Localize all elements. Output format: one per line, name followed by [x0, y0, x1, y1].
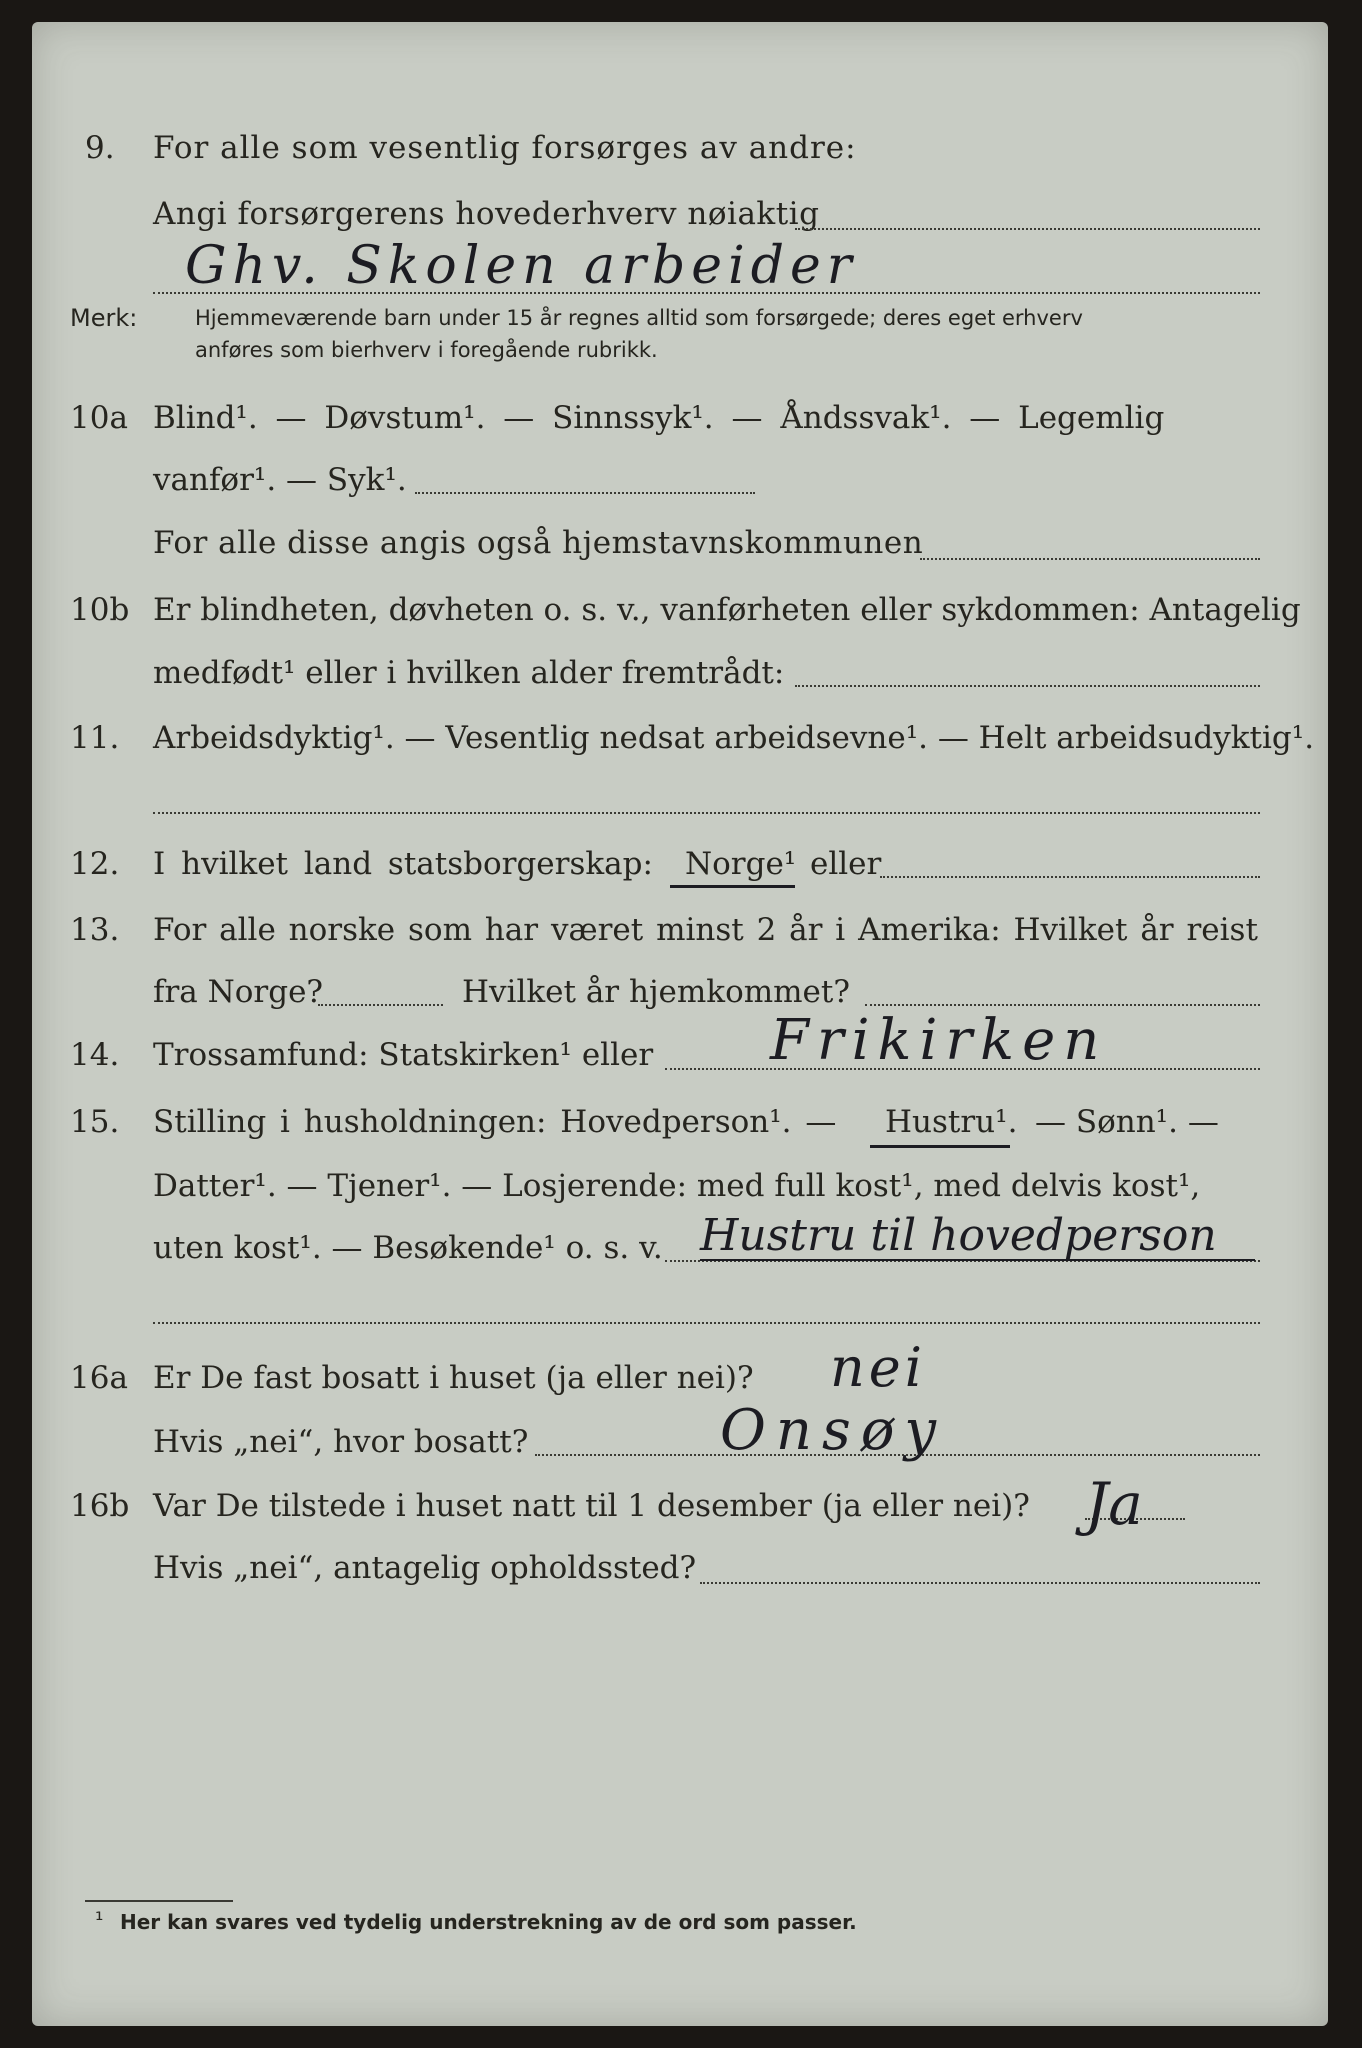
q12-underline-norge	[670, 885, 795, 888]
q9-line2: Angi forsørgerens hovederhverv nøiaktig	[153, 196, 820, 232]
q10a-line2: vanfør¹. — Syk¹.	[153, 462, 407, 498]
q10a-number: 10a	[70, 400, 128, 436]
q16b-number: 16b	[70, 1488, 130, 1524]
q9-fill-line	[795, 228, 1260, 230]
footnote-rule	[85, 1900, 233, 1902]
q12-number: 12.	[70, 846, 120, 882]
merk-line2: anføres som bierhverv i foregående rubrikk.	[195, 338, 658, 362]
q16a-handwritten-answer1: nei	[830, 1336, 927, 1399]
q15-underline-hustru	[870, 1145, 1010, 1148]
footnote-text: Her kan svares ved tydelig understrekning av de ord som passer.	[120, 1910, 857, 1934]
q11-line1: Arbeidsdyktig¹. — Vesentlig nedsat arbeidsevne¹. — Helt arbeidsudyktig¹.	[153, 720, 1315, 756]
q14-number: 14.	[70, 1037, 120, 1073]
q12-option-norge: Norge¹	[685, 846, 797, 882]
q13-line1: For alle norske som har været minst 2 år i Amerika: Hvilket år reist	[153, 912, 1258, 948]
q9-answer-line	[153, 292, 1260, 294]
q13-number: 13.	[70, 912, 120, 948]
q12-text: I hvilket land statsborgerskap:	[153, 846, 653, 882]
q13-line2b: Hvilket år hjemkommet?	[462, 974, 850, 1010]
q15-number: 15.	[70, 1104, 120, 1140]
q9-number: 9.	[85, 130, 115, 166]
q16b-fill-line2	[700, 1582, 1260, 1584]
q10b-fill-line	[795, 685, 1260, 687]
q16b-line1: Var De tilstede i huset natt til 1 desember (ja eller nei)?	[153, 1488, 1030, 1524]
q10a-hjemstavn-line	[920, 558, 1260, 560]
merk-label: Merk:	[70, 304, 138, 332]
q9-line1: For alle som vesentlig forsørges av andre:	[153, 130, 857, 166]
q14-text: Trossamfund: Statskirken¹ eller	[153, 1037, 654, 1073]
q16b-handwritten-answer1: Ja	[1085, 1470, 1143, 1538]
q13-line2a: fra Norge?	[153, 974, 324, 1010]
q10b-line1: Er blindheten, døvheten o. s. v., vanførheten eller sykdommen: Antagelig	[153, 592, 1301, 628]
q12-tail: eller	[810, 846, 882, 882]
q15-handwritten-answer: Hustru til hovedperson	[700, 1210, 1217, 1261]
q13-hjemkommet-line	[865, 1004, 1260, 1006]
q10a-syk-line	[415, 492, 755, 494]
q15-option-hustru: Hustru¹.	[885, 1104, 1018, 1140]
q10a-line3: For alle disse angis også hjemstavnskommunen	[153, 525, 924, 561]
q15-extra-line	[153, 1322, 1260, 1324]
q13-reist-line	[318, 1004, 443, 1006]
q15-answer-underline	[700, 1259, 1255, 1261]
q12-fill-line	[880, 876, 1260, 878]
q15-line1c: — Sønn¹. —	[1035, 1104, 1219, 1140]
q10b-number: 10b	[70, 592, 130, 628]
footnote-mark: ¹	[95, 1908, 104, 1932]
q10b-line2: medfødt¹ eller i hvilken alder fremtrådt:	[153, 655, 785, 691]
q16a-line1: Er De fast bosatt i huset (ja eller nei)?	[153, 1360, 754, 1396]
q15-line1a: Stilling i husholdningen: Hovedperson¹. —	[153, 1104, 837, 1140]
merk-line1: Hjemmeværende barn under 15 år regnes alltid som forsørgede; deres eget erhverv	[195, 306, 1083, 330]
q16a-handwritten-answer2: Onsøy	[720, 1398, 947, 1463]
q14-handwritten-answer: Frikirken	[770, 1008, 1108, 1073]
q11-fill-line	[153, 812, 1260, 814]
q11-number: 11.	[70, 720, 120, 756]
q15-line2: Datter¹. — Tjener¹. — Losjerende: med full kost¹, med delvis kost¹,	[153, 1168, 1201, 1204]
q16a-number: 16a	[70, 1360, 128, 1396]
q16a-line2: Hvis „nei“, hvor bosatt?	[153, 1424, 529, 1460]
q10a-line1: Blind¹. — Døvstum¹. — Sinnssyk¹. — Åndssvak¹. — Legemlig	[153, 400, 1165, 436]
q16b-line2: Hvis „nei“, antagelig opholdssted?	[153, 1550, 697, 1586]
q15-line3: uten kost¹. — Besøkende¹ o. s. v.	[153, 1230, 663, 1266]
q9-handwritten-answer: Ghv. Skolen arbeider	[185, 236, 858, 296]
